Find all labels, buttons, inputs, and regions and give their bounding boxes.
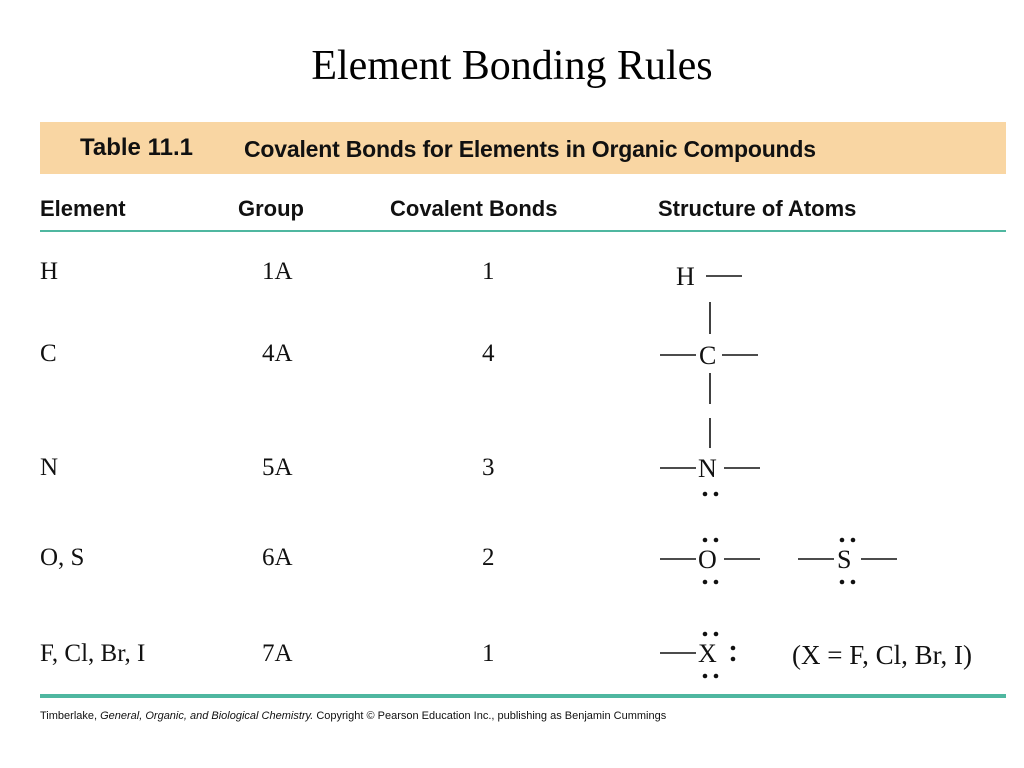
cell-element: C bbox=[40, 340, 57, 367]
cell-bonds: 1 bbox=[482, 258, 495, 285]
cell-group: 1A bbox=[262, 258, 293, 285]
cell-bonds: 2 bbox=[482, 544, 495, 571]
cell-group: 7A bbox=[262, 640, 293, 667]
table-label: Table 11.1 bbox=[80, 134, 193, 161]
header-covalent-bonds: Covalent Bonds bbox=[390, 196, 558, 221]
structure-halogen bbox=[660, 632, 972, 679]
structure-hydrogen bbox=[676, 262, 742, 291]
cell-bonds: 1 bbox=[482, 640, 495, 667]
cell-bonds: 3 bbox=[482, 454, 495, 481]
cell-element: H bbox=[40, 258, 59, 285]
cell-bonds: 4 bbox=[482, 340, 495, 367]
cell-group: 6A bbox=[262, 544, 293, 571]
halogen-note: (X = F, Cl, Br, I) bbox=[792, 640, 972, 670]
structure-sulfur bbox=[798, 538, 897, 585]
cell-group: 4A bbox=[262, 340, 293, 367]
cell-group: 5A bbox=[262, 454, 293, 481]
table-caption: Covalent Bonds for Elements in Organic Compounds bbox=[244, 136, 816, 162]
atom-symbol: N bbox=[698, 454, 717, 483]
header-structure-of-atoms: Structure of Atoms bbox=[658, 196, 857, 221]
atom-symbol: S bbox=[837, 545, 852, 574]
citation bbox=[40, 710, 666, 722]
header-element: Element bbox=[40, 196, 126, 221]
structure-oxygen bbox=[660, 538, 760, 585]
header-group: Group bbox=[238, 196, 304, 221]
citation-author: Timberlake, bbox=[40, 710, 101, 722]
atom-symbol: O bbox=[698, 545, 717, 574]
structure-carbon bbox=[660, 302, 758, 404]
citation-book: General, Organic, and Biological Chemistry. bbox=[100, 710, 314, 722]
cell-element: N bbox=[40, 454, 59, 481]
slide-title: Element Bonding Rules bbox=[311, 43, 713, 89]
structure-nitrogen bbox=[660, 418, 760, 496]
cell-element: F, Cl, Br, I bbox=[40, 640, 146, 667]
cell-element: O, S bbox=[40, 544, 85, 571]
atom-symbol: H bbox=[676, 262, 695, 291]
bottom-rule bbox=[40, 694, 1006, 698]
citation-rest: Copyright © Pearson Education Inc., publishing as Benjamin Cummings bbox=[313, 710, 667, 722]
atom-symbol: X bbox=[698, 639, 717, 668]
atom-symbol: C bbox=[699, 341, 717, 370]
